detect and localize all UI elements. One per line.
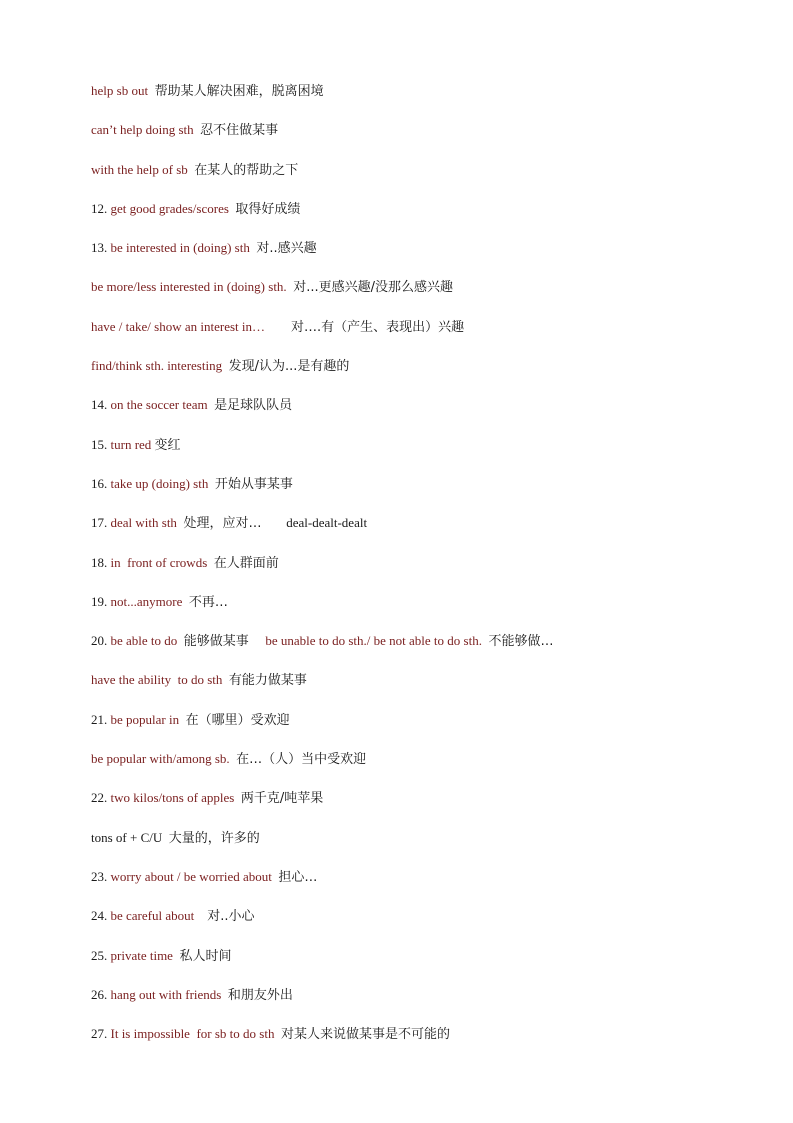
phrase-english: with the help of sb bbox=[91, 161, 195, 177]
phrase-text: 25. bbox=[91, 947, 111, 963]
phrase-line bbox=[91, 159, 771, 198]
phrase-english: help sb out bbox=[91, 83, 155, 98]
phrase-line bbox=[91, 945, 771, 984]
phrase-english: be able to do bbox=[110, 633, 184, 649]
phrase-meaning: 两千克/吨苹果 bbox=[240, 791, 324, 807]
phrase-meaning: 处理，应对… bbox=[183, 516, 287, 532]
phrase-line bbox=[91, 80, 771, 119]
phrase-meaning: 开始从事某事 bbox=[214, 476, 293, 492]
vocabulary-list bbox=[91, 80, 771, 1062]
phrase-meaning: 帮助某人解决困难，脱离困境 bbox=[154, 84, 324, 99]
phrase-line bbox=[91, 827, 771, 866]
phrase-text: 15. bbox=[91, 436, 111, 452]
phrase-text: 13. bbox=[91, 240, 111, 256]
phrase-line bbox=[91, 355, 771, 394]
phrase-line bbox=[91, 748, 771, 787]
phrase-english: be interested in (doing) sth bbox=[110, 240, 257, 256]
phrase-english: have the ability to do sth bbox=[91, 672, 229, 688]
phrase-text: 19. bbox=[91, 593, 111, 609]
phrase-line bbox=[91, 434, 771, 473]
phrase-english: deal with sth bbox=[110, 515, 184, 531]
phrase-line bbox=[91, 709, 771, 748]
phrase-english: be unable to do sth./ be not able to do sth. bbox=[265, 633, 489, 649]
phrase-text: 21. bbox=[91, 711, 111, 727]
phrase-line bbox=[91, 669, 771, 708]
phrase-meaning: 对..小心 bbox=[207, 909, 255, 925]
phrase-english: find/think sth. interesting bbox=[91, 358, 229, 374]
phrase-text: 20. bbox=[91, 633, 111, 649]
phrase-line bbox=[91, 866, 771, 905]
phrase-meaning: 在人群面前 bbox=[213, 555, 279, 571]
phrase-meaning: 对..感兴趣 bbox=[256, 241, 317, 257]
phrase-line bbox=[91, 512, 771, 551]
phrase-meaning: 担心… bbox=[278, 869, 318, 885]
phrase-line bbox=[91, 198, 771, 237]
phrase-line bbox=[91, 316, 771, 355]
phrase-text: 23. bbox=[91, 868, 111, 884]
phrase-meaning: 和朋友外出 bbox=[227, 987, 293, 1003]
phrase-english: hang out with friends bbox=[110, 986, 228, 1002]
phrase-text: 14. bbox=[91, 397, 111, 413]
phrase-english: in front of crowds bbox=[110, 554, 214, 570]
phrase-english: have / take/ show an interest in… bbox=[91, 318, 292, 334]
phrase-english: worry about / be worried about bbox=[110, 868, 279, 884]
phrase-line bbox=[91, 787, 771, 826]
phrase-english: get good grades/scores bbox=[110, 200, 236, 216]
phrase-english: take up (doing) sth bbox=[110, 475, 215, 491]
phrase-meaning: 在…（人）当中受欢迎 bbox=[236, 752, 367, 768]
phrase-english: It is impossible for sb to do sth bbox=[110, 1026, 281, 1042]
phrase-line bbox=[91, 984, 771, 1023]
phrase-meaning: 私人时间 bbox=[179, 948, 232, 964]
phrase-english: be popular with/among sb. bbox=[91, 751, 237, 767]
phrase-meaning: 在某人的帮助之下 bbox=[194, 162, 299, 178]
phrase-meaning: 大量的，许多的 bbox=[168, 830, 260, 846]
phrase-english: not...anymore bbox=[110, 593, 189, 609]
phrase-text: tons of + C/U bbox=[91, 829, 169, 845]
phrase-meaning: 取得好成绩 bbox=[235, 201, 301, 217]
phrase-text: 17. bbox=[91, 515, 111, 531]
phrase-english: can’t help doing sth bbox=[91, 122, 201, 138]
phrase-meaning: 不再… bbox=[188, 594, 228, 610]
phrase-text: 18. bbox=[91, 554, 111, 570]
phrase-text: 16. bbox=[91, 475, 111, 491]
phrase-text: 27. bbox=[91, 1026, 111, 1042]
phrase-meaning: 变红 bbox=[154, 437, 181, 453]
phrase-text: 24. bbox=[91, 908, 111, 924]
phrase-english: turn red bbox=[110, 436, 155, 452]
phrase-line bbox=[91, 630, 771, 669]
phrase-english: two kilos/tons of apples bbox=[110, 790, 241, 806]
phrase-meaning: 有能力做某事 bbox=[228, 673, 307, 689]
phrase-text: deal-dealt-dealt bbox=[286, 515, 368, 531]
phrase-meaning: 在（哪里）受欢迎 bbox=[185, 712, 290, 728]
phrase-meaning: 是足球队队员 bbox=[214, 398, 293, 414]
phrase-meaning: 对...更感兴趣/没那么感兴趣 bbox=[293, 280, 453, 296]
phrase-line bbox=[91, 119, 771, 158]
phrase-line bbox=[91, 905, 771, 944]
phrase-meaning: 忍不住做某事 bbox=[200, 123, 279, 139]
phrase-meaning: 对某人来说做某事是不可能的 bbox=[280, 1027, 450, 1043]
phrase-meaning: 对….有（产生、表现出）兴趣 bbox=[291, 319, 465, 335]
phrase-line bbox=[91, 552, 771, 591]
phrase-text: 22. bbox=[91, 790, 111, 806]
phrase-line bbox=[91, 473, 771, 512]
phrase-line bbox=[91, 394, 771, 433]
phrase-text: 12. bbox=[91, 200, 111, 216]
phrase-line bbox=[91, 237, 771, 276]
phrase-english: be careful about bbox=[110, 908, 208, 924]
phrase-meaning: 发现/认为...是有趣的 bbox=[228, 359, 350, 375]
phrase-english: be popular in bbox=[110, 711, 186, 727]
phrase-meaning: 能够做某事 bbox=[183, 634, 266, 650]
phrase-english: private time bbox=[110, 947, 180, 963]
phrase-line bbox=[91, 591, 771, 630]
phrase-line bbox=[91, 1023, 771, 1062]
phrase-meaning: 不能够做… bbox=[488, 634, 554, 650]
phrase-english: be more/less interested in (doing) sth. bbox=[91, 279, 294, 295]
phrase-text: 26. bbox=[91, 986, 111, 1002]
phrase-english: on the soccer team bbox=[110, 397, 215, 413]
phrase-line bbox=[91, 276, 771, 315]
